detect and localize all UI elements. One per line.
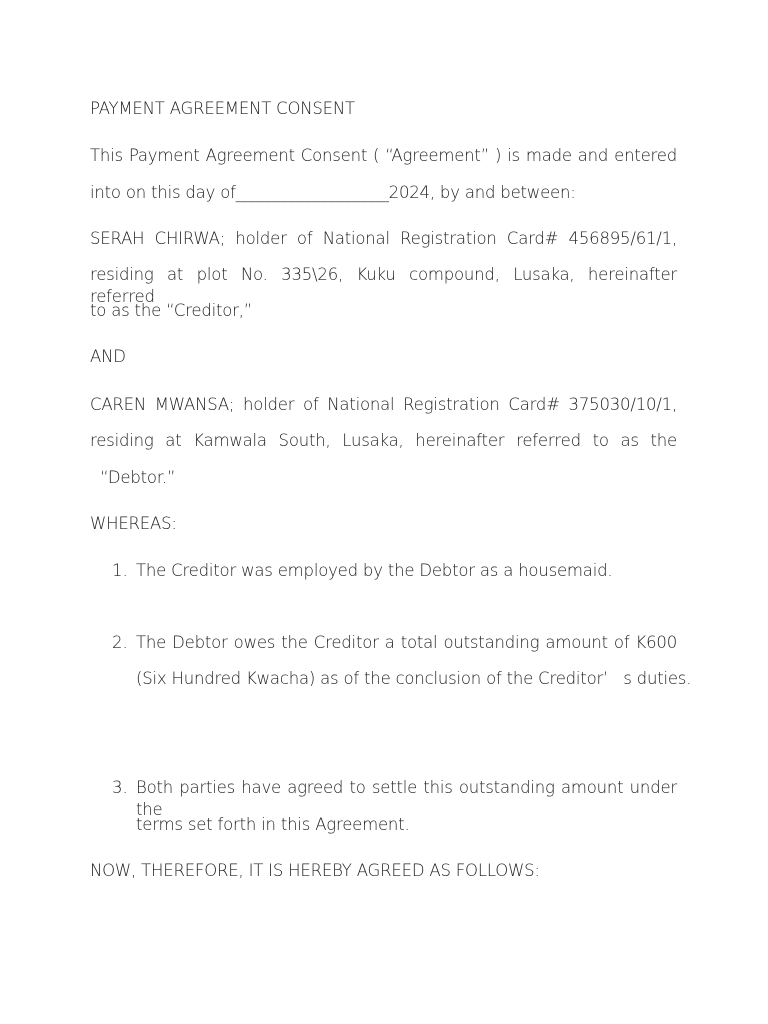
- debtor-line-3: “Debtor.”: [90, 468, 176, 487]
- creditor-line-1: SERAH CHIRWA; holder of National Registration Card# 456895/61/1,: [90, 229, 677, 248]
- and-separator: AND: [90, 347, 126, 366]
- list-item-text: (Six Hundred Kwacha) as of the conclusion of the Creditor’ s duties.: [136, 669, 692, 688]
- debtor-line-2: residing at Kamwala South, Lusaka, hereinafter referred to as the: [90, 431, 677, 450]
- intro-line-2: into on this day of___________________2024, by and between:: [90, 183, 576, 202]
- whereas-heading: WHEREAS:: [90, 514, 177, 533]
- list-item-text: Both parties have agreed to settle this outstanding amount under the: [136, 778, 677, 819]
- debtor-line-1: CAREN MWANSA; holder of National Registration Card# 375030/10/1,: [90, 395, 677, 414]
- list-item-number: 1.: [112, 561, 128, 580]
- list-item-text: The Creditor was employed by the Debtor as a housemaid.: [136, 561, 613, 580]
- intro-line-1: This Payment Agreement Consent ( “Agreement” ) is made and entered: [90, 146, 677, 165]
- now-therefore-heading: NOW, THEREFORE, IT IS HEREBY AGREED AS FOLLOWS:: [90, 861, 540, 880]
- list-item-text: The Debtor owes the Creditor a total outstanding amount of K600: [136, 633, 677, 652]
- creditor-line-2: residing at plot No. 335\26, Kuku compound, Lusaka, hereinafter referred: [90, 265, 677, 306]
- document-title: PAYMENT AGREEMENT CONSENT: [90, 99, 355, 118]
- list-item-text: terms set forth in this Agreement.: [136, 815, 410, 834]
- list-item-number: 2.: [112, 633, 128, 652]
- list-item-number: 3.: [112, 778, 128, 797]
- creditor-line-3: to as the “Creditor,”: [90, 301, 253, 320]
